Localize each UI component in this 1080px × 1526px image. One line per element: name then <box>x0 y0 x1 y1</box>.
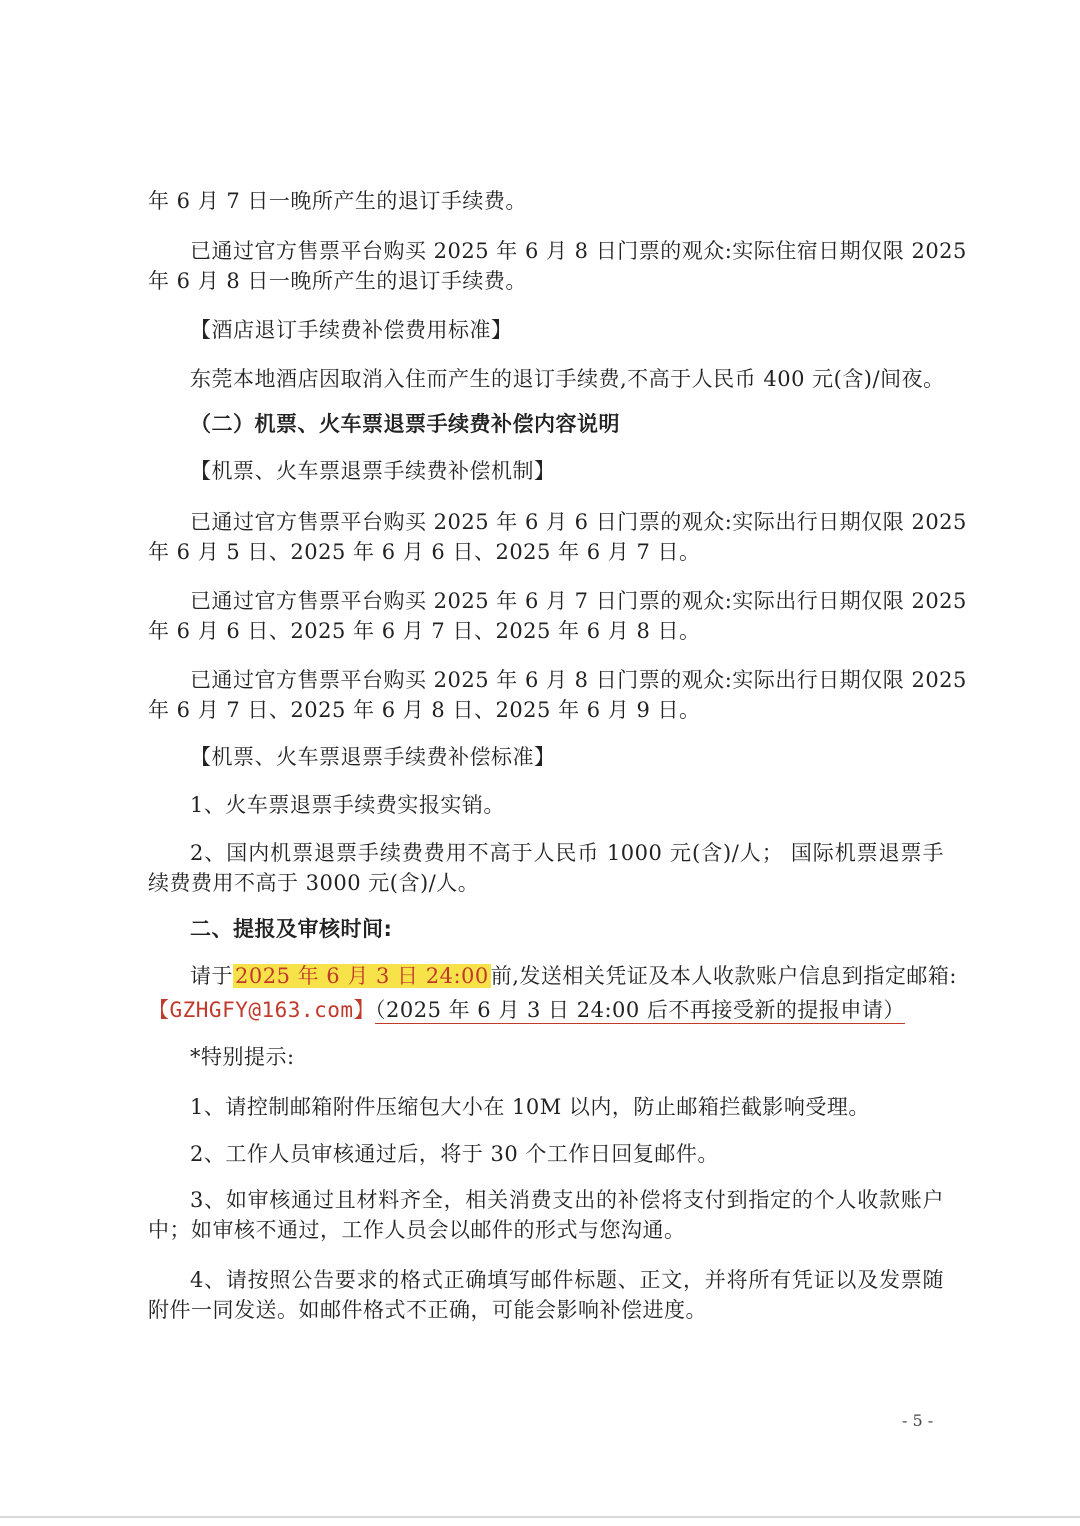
text-line: 已通过官方售票平台购买 2025 年 6 月 8 日门票的观众:实际住宿日期仅限 2025 <box>190 239 967 263</box>
text-line: 东莞本地酒店因取消入住而产生的退订手续费,不高于人民币 400 元(含)/间夜。 <box>190 367 945 391</box>
text-line: 年 6 月 5 日、2025 年 6 月 6 日、2025 年 6 月 7 日。 <box>148 540 701 564</box>
list-item: 2、工作人员审核通过后，将于 30 个工作日回复邮件。 <box>190 1142 719 1166</box>
text-line: 年 6 月 7 日、2025 年 6 月 8 日、2025 年 6 月 9 日。 <box>148 698 701 722</box>
section-heading: （二）机票、火车票退票手续费补偿内容说明 <box>190 412 620 436</box>
list-item: 2、国内机票退票手续费费用不高于人民币 1000 元(含)/人； 国际机票退票手 <box>190 841 944 865</box>
section-heading: 【机票、火车票退票手续费补偿标准】 <box>190 745 556 769</box>
email-line <box>148 995 905 1025</box>
text-line: 年 6 月 6 日、2025 年 6 月 7 日、2025 年 6 月 8 日。 <box>148 619 701 643</box>
list-item: 4、请按照公告要求的格式正确填写邮件标题、正文，并将所有凭证以及发票随 <box>190 1268 944 1292</box>
notes-heading: *特别提示: <box>190 1045 295 1069</box>
page-edge-divider <box>0 1516 1080 1518</box>
deadline-note: （2025 年 6 月 3 日 24:00 后不再接受新的提报申请） <box>375 998 905 1022</box>
page-number: - 5 - <box>902 1411 934 1430</box>
list-item: 1、请控制邮箱附件压缩包大小在 10M 以内，防止邮箱拦截影响受理。 <box>190 1095 870 1119</box>
deadline-suffix: 前,发送相关凭证及本人收款账户信息到指定邮箱: <box>490 964 957 988</box>
email-address: 【GZHGFY@163.com】 <box>148 998 376 1022</box>
list-item: 3、如审核通过且材料齐全，相关消费支出的补偿将支付到指定的个人收款账户 <box>190 1188 944 1212</box>
section-heading: 【机票、火车票退票手续费补偿机制】 <box>190 459 556 483</box>
text-line: 已通过官方售票平台购买 2025 年 6 月 6 日门票的观众:实际出行日期仅限 2025 <box>190 510 967 534</box>
text-line: 续费费用不高于 3000 元(含)/人。 <box>148 871 480 895</box>
text-line: 中；如审核不通过，工作人员会以邮件的形式与您沟通。 <box>148 1218 686 1242</box>
section-heading: 【酒店退订手续费补偿费用标准】 <box>190 318 513 342</box>
section-heading: 二、提报及审核时间: <box>190 917 393 941</box>
deadline-highlight: 2025 年 6 月 3 日 24:00 <box>235 964 489 988</box>
deadline-prefix: 请于 <box>190 964 233 988</box>
deadline-line <box>190 961 957 991</box>
text-line: 附件一同发送。如邮件格式不正确，可能会影响补偿进度。 <box>148 1298 707 1322</box>
text-line: 已通过官方售票平台购买 2025 年 6 月 7 日门票的观众:实际出行日期仅限 2025 <box>190 589 967 613</box>
text-line: 年 6 月 7 日一晚所产生的退订手续费。 <box>148 189 527 213</box>
text-line: 年 6 月 8 日一晚所产生的退订手续费。 <box>148 269 527 293</box>
text-line: 已通过官方售票平台购买 2025 年 6 月 8 日门票的观众:实际出行日期仅限 2025 <box>190 668 967 692</box>
list-item: 1、火车票退票手续费实报实销。 <box>190 793 505 817</box>
